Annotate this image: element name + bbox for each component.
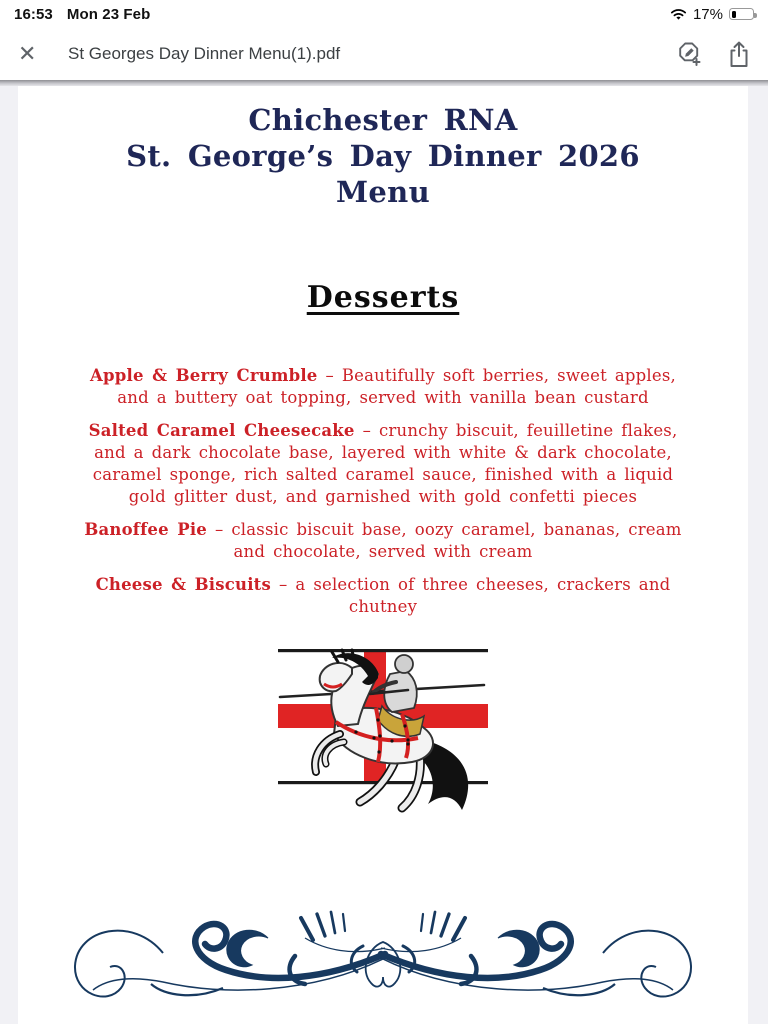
- wifi-icon: [670, 8, 687, 21]
- menu-item-description: – a selection of three cheeses, crackers and chutney: [271, 575, 671, 616]
- close-icon[interactable]: ✕: [18, 41, 37, 66]
- date: Mon 23 Feb: [66, 5, 151, 23]
- footer-flourish-ornament: [18, 898, 748, 1016]
- document-title: [18, 102, 748, 210]
- menu-item-banoffee-pie: [80, 519, 686, 563]
- title-line-3: Menu: [336, 175, 430, 209]
- title-line-1: Chichester RNA: [248, 103, 518, 137]
- document-filename: St Georges Day Dinner Menu(1).pdf: [68, 44, 341, 63]
- menu-item-cheese-biscuits: [80, 574, 686, 618]
- menu-item-apple-berry-crumble: [80, 365, 686, 409]
- pdf-viewer-toolbar: [0, 28, 768, 80]
- battery-icon: [729, 8, 754, 20]
- menu-item-name: Salted Caramel Cheesecake: [88, 421, 355, 440]
- page-edge-shadow: [0, 80, 768, 86]
- menu-item-name: Cheese & Biscuits: [95, 575, 271, 594]
- menu-item-list: [80, 365, 686, 618]
- menu-item-description: – classic biscuit base, oozy caramel, bananas, cream and chocolate, served with cream: [207, 520, 682, 561]
- status-bar: [0, 0, 768, 28]
- title-line-2: St. George’s Day Dinner 2026: [126, 139, 640, 173]
- menu-item-description: – crunchy biscuit, feuilletine flakes, and a dark chocolate base, layered with white & dark chocolate, caramel sponge, rich salted caramel sauce, finished with a liquid gold glitter dust, and garnished with gold confetti pieces: [92, 421, 678, 506]
- menu-item-name: Apple & Berry Crumble: [90, 366, 318, 385]
- menu-item-salted-caramel-cheesecake: [80, 420, 686, 508]
- battery-percent-label: 17%: [692, 5, 723, 23]
- st-george-horse-image: [18, 644, 748, 816]
- section-heading-desserts: Desserts: [306, 280, 460, 315]
- pdf-viewport[interactable]: [0, 80, 768, 1024]
- share-icon[interactable]: [728, 41, 750, 68]
- pdf-page: [18, 82, 748, 1024]
- menu-item-name: Banoffee Pie: [84, 520, 208, 539]
- markup-icon[interactable]: [677, 41, 702, 67]
- clock: 16:53: [14, 5, 53, 23]
- menu-item-description: – Beautifully soft berries, sweet apples, and a buttery oat topping, served with vanilla bean custard: [117, 366, 676, 407]
